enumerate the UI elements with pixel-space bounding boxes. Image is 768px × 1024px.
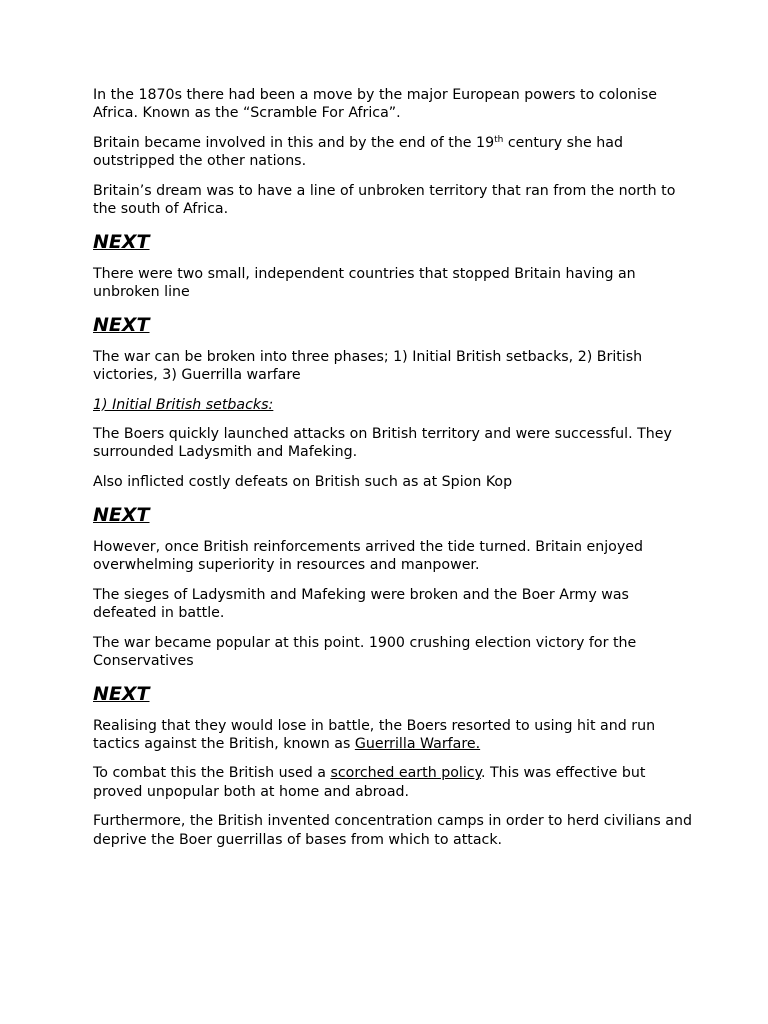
paragraph-spion-kop: Also inflicted costly defeats on British such as at Spion Kop [93, 474, 513, 491]
paragraph-britains-dream: Britain’s dream was to have a line of unbroken territory that ran from the north to the south of Africa. [93, 182, 676, 218]
next-heading-1: NEXT [93, 230, 150, 253]
text-segment: Britain became involved in this and by the end of the 19 [93, 134, 495, 151]
next-heading-2: NEXT [93, 313, 150, 336]
paragraph-war-popular: The war became popular at this point. 1900 crushing election victory for the Conservatives [93, 634, 637, 669]
underlined-term-scorched-earth: scorched earth policy [330, 765, 481, 782]
paragraph-sieges-broken: The sieges of Ladysmith and Mafeking were broken and the Boer Army was defeated in battle. [93, 586, 629, 621]
text-segment: century she had outstripped the other nations. [93, 134, 623, 170]
paragraph-two-countries: There were two small, independent countries that stopped Britain having an unbroken line [93, 265, 636, 300]
paragraph-concentration-camps: Furthermore, the British invented concentration camps in order to herd civilians and deprive the Boer guerrillas of bases from which to attack. [93, 813, 692, 848]
paragraph-three-phases: The war can be broken into three phases; 1) Initial British setbacks, 2) British victories, 3) Guerrilla warfare [93, 348, 643, 383]
paragraph-britain-involved [93, 134, 693, 170]
paragraph-scorched-earth [93, 764, 693, 800]
paragraph-guerrilla-tactics [93, 717, 693, 753]
document-page [93, 86, 693, 860]
text-segment: . This was effective but proved unpopular both at home and abroad. [93, 765, 646, 800]
subheading-text: 1) Initial British setbacks: [93, 396, 274, 413]
subheading-initial-setbacks [93, 396, 693, 414]
paragraph-scramble-for-africa: In the 1870s there had been a move by the major European powers to colonise Africa. Known as the “Scramble For Africa”. [93, 87, 657, 122]
paragraph-reinforcements: However, once British reinforcements arrived the tide turned. Britain enjoyed overwhelming superiority in resources and manpower. [93, 538, 643, 574]
superscript-th: th [494, 134, 504, 145]
text-segment: Realising that they would lose in battle, the Boers resorted to using hit and run tactics against the British, known as [93, 717, 656, 752]
paragraph-boer-attacks: The Boers quickly launched attacks on British territory and were successful. They surrounded Ladysmith and Mafeking. [93, 426, 672, 461]
underlined-term-guerrilla-warfare: Guerrilla Warfare. [354, 735, 481, 752]
next-heading-3: NEXT [93, 503, 150, 526]
text-segment: To combat this the British used a [93, 765, 331, 782]
next-heading-4: NEXT [93, 682, 150, 705]
